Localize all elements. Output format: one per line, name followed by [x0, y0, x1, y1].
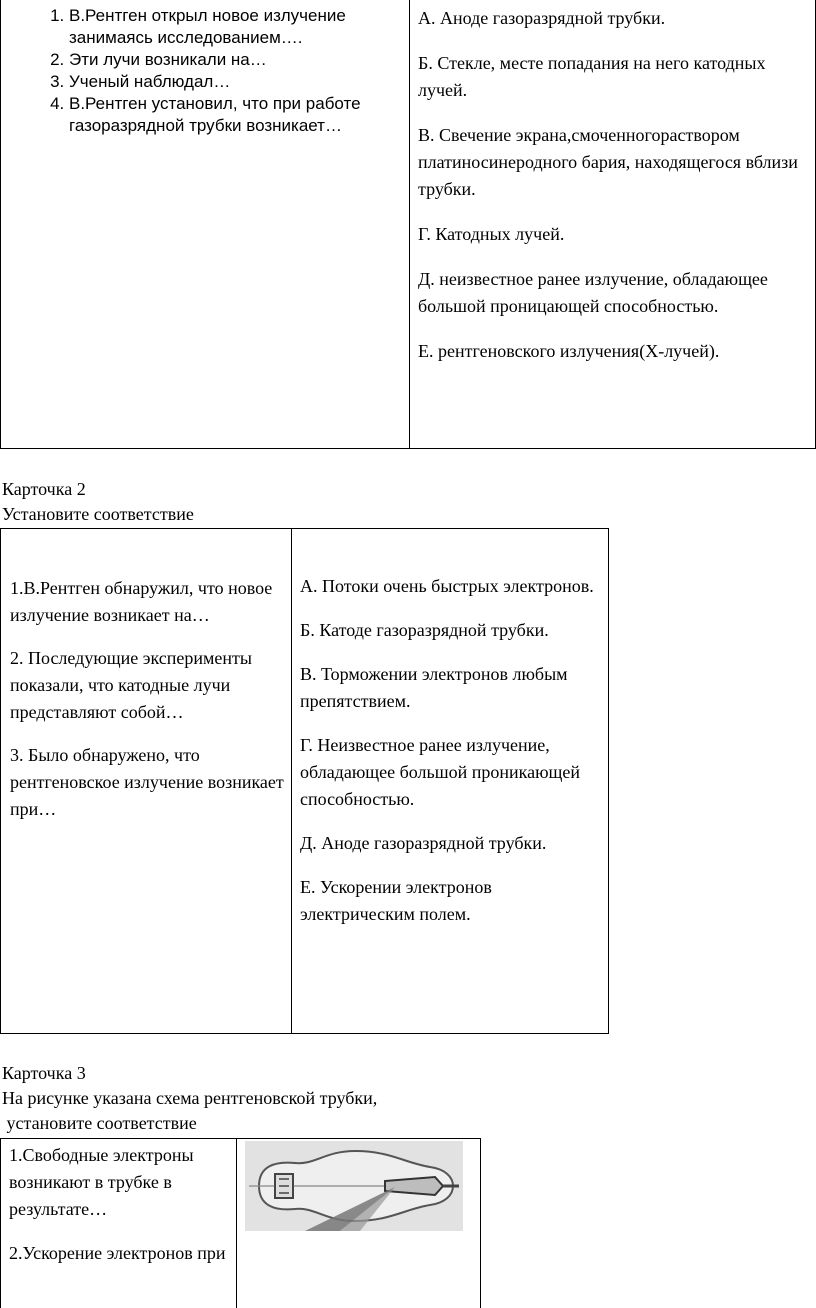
card2-question-2: 2. Последующие эксперименты показали, что катодные лучи представляют собой…: [10, 648, 252, 722]
card3-questions-cell: [1, 1139, 236, 1284]
card2-answer-e: Е. Ускорении электронов электрическим полем.: [300, 877, 492, 924]
card1-answer-g: Г. Катодных лучей.: [418, 224, 565, 244]
card1-answer-b: Б. Стекле, месте попадания на него катодных лучей.: [418, 53, 766, 100]
card1-question-3: 3. Ученый наблюдал…: [69, 71, 409, 93]
card2-questions-cell: [1, 529, 292, 839]
card2-answer-a: А. Потоки очень быстрых электронов.: [300, 576, 594, 596]
card1-question-2: 2. Эти лучи возникали на…: [69, 49, 409, 71]
x-ray-tube-diagram-icon: [245, 1141, 463, 1231]
card3-instruction-line2: установите соответствие: [2, 1113, 197, 1133]
card1-answer-e: Е. рентгеновского излучения(Х-лучей).: [418, 341, 720, 361]
card3-question-2: 2.Ускорение электронов при: [9, 1243, 226, 1263]
card2-answers-cell: [292, 529, 608, 945]
card2-question-3: 3. Было обнаружено, что рентгеновское излучение возникает при…: [10, 745, 284, 819]
card1-answer-a: А. Аноде газоразрядной трубки.: [418, 8, 666, 28]
card1-table: [0, 0, 816, 449]
card3-instruction-line1: На рисунке указана схема рентгеновской трубки,: [2, 1088, 378, 1108]
card2-title: Карточка 2: [2, 479, 86, 499]
card2-answer-d: Д. Аноде газоразрядной трубки.: [300, 833, 547, 853]
card1-answers-cell: [410, 0, 815, 383]
card2-table: [0, 528, 609, 1034]
card3-question-1: 1.Свободные электроны возникают в трубке в результате…: [9, 1145, 194, 1219]
card3-table: [0, 1138, 481, 1308]
card2-answer-b: Б. Катоде газоразрядной трубки.: [300, 620, 549, 640]
card1-answer-d: Д. неизвестное ранее излучение, обладающее большой проницающей способностью.: [418, 269, 768, 316]
card1-questions-cell: [1, 0, 409, 137]
card2-instruction: Установите соответствие: [2, 504, 194, 524]
card2-answer-v: В. Торможении электронов любым препятствием.: [300, 664, 568, 711]
card2-question-1: 1.В.Рентген обнаружил, что новое излучение возникает на…: [10, 578, 273, 625]
card1-answer-v: В. Свечение экрана,смоченногораствором платиносинеродного бария, находящегося вблизи трубки.: [418, 125, 798, 199]
card3-title: Карточка 3: [2, 1063, 86, 1083]
card3-figure-cell: [237, 1139, 480, 1304]
card2-answer-g: Г. Неизвестное ранее излучение, обладающее большой проникающей способностью.: [300, 735, 581, 809]
card1-question-list: [31, 5, 409, 137]
card1-question-4: 4. В.Рентген установил, что при работе газоразрядной трубки возникает…: [69, 93, 409, 137]
card1-question-1: 1. В.Рентген открыл новое излучение занимаясь исследованием….: [69, 5, 409, 49]
